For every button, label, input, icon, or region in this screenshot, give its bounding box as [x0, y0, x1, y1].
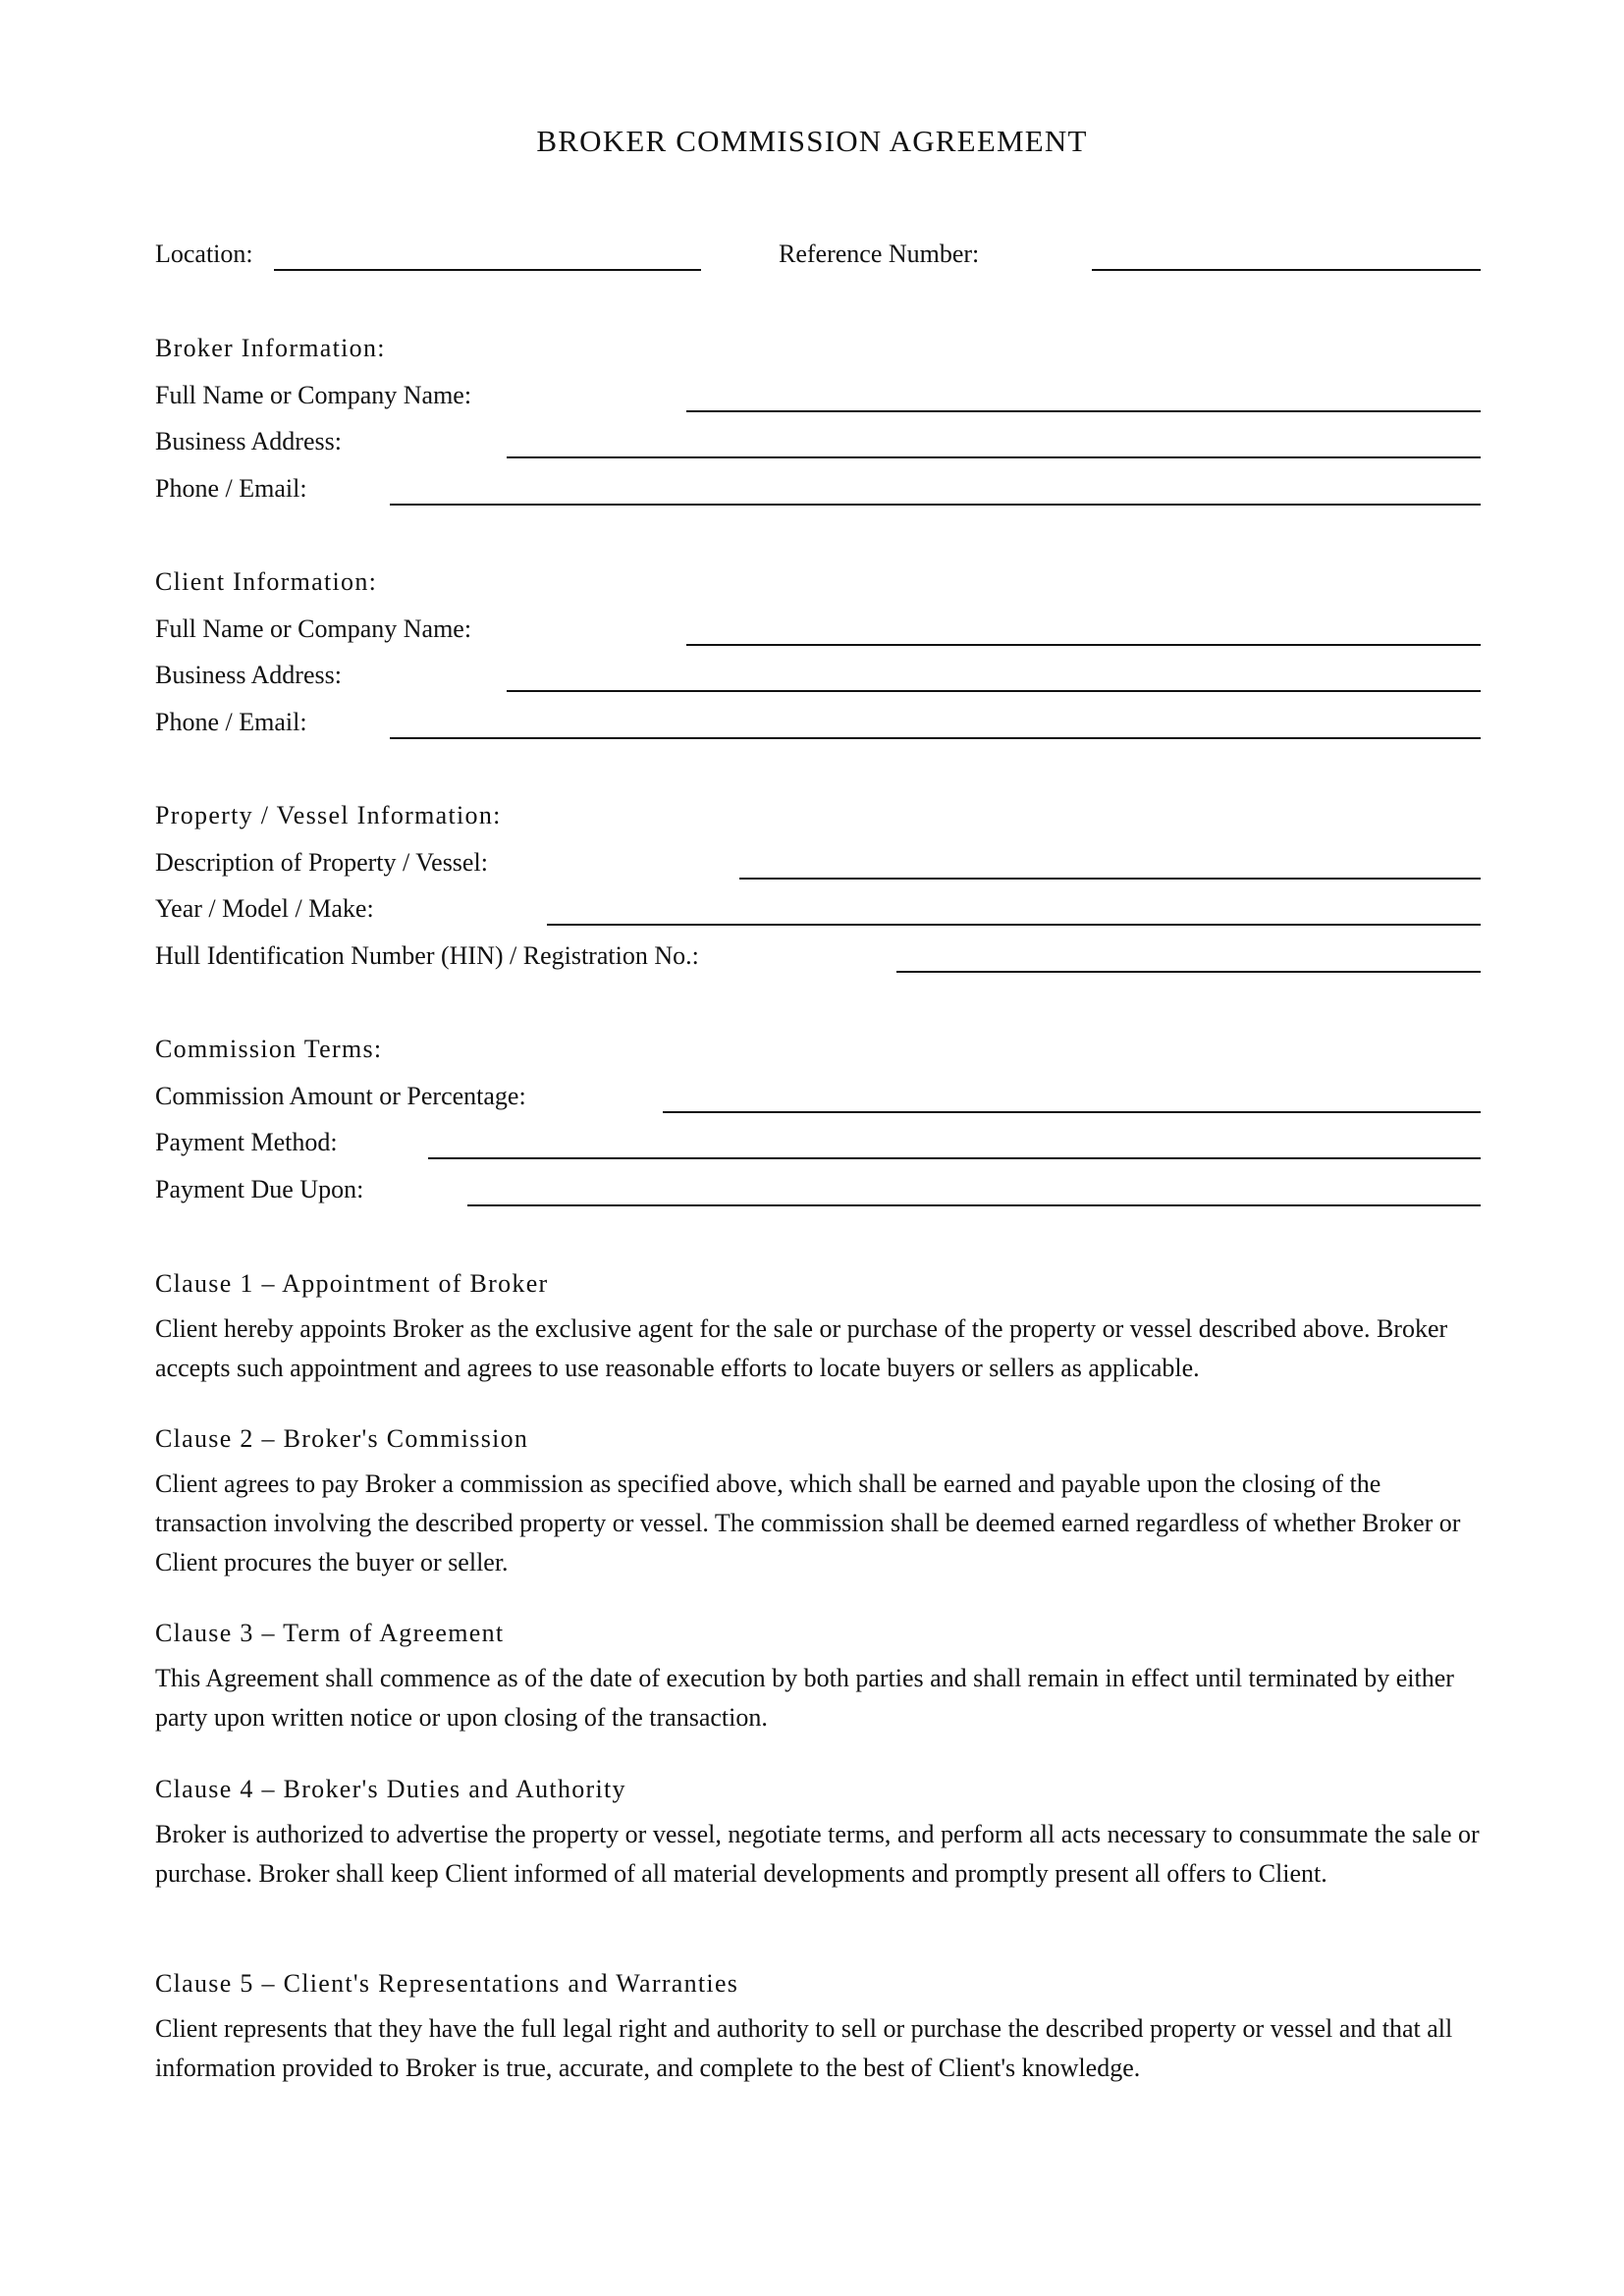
broker-contact-field[interactable]	[390, 504, 1481, 506]
location-label: Location:	[155, 240, 253, 268]
client-name-field[interactable]	[686, 644, 1481, 646]
hin-registration-label: Hull Identification Number (HIN) / Registration No.:	[155, 941, 699, 970]
broker-address-field[interactable]	[507, 456, 1481, 458]
broker-name-field[interactable]	[686, 410, 1481, 412]
reference-number-field[interactable]	[1092, 269, 1481, 271]
clause-1-text: Client hereby appoints Broker as the exclusive agent for the sale or purchase of the property or vessel described above. Broker accepts such appointment and agrees to use reasonable efforts to locate buyers or sellers as applicable.	[155, 1314, 1448, 1382]
clause-3-text: This Agreement shall commence as of the date of execution by both parties and shall remain in effect until terminated by either party upon written notice or upon closing of the transaction.	[155, 1664, 1454, 1732]
commission-terms-heading: Commission Terms:	[155, 1035, 383, 1063]
payment-method-field[interactable]	[428, 1157, 1481, 1159]
payment-method-label: Payment Method:	[155, 1128, 338, 1156]
hin-registration-field[interactable]	[896, 971, 1481, 973]
clause-5-text: Client represents that they have the full legal right and authority to sell or purchase the described property or vessel and that all information provided to Broker is true, accurate, and complete to the best of Client's knowledge.	[155, 2014, 1453, 2082]
client-contact-field[interactable]	[390, 737, 1481, 739]
commission-amount-label: Commission Amount or Percentage:	[155, 1082, 526, 1110]
payment-due-field[interactable]	[467, 1204, 1481, 1206]
payment-due-label: Payment Due Upon:	[155, 1175, 364, 1203]
broker-info-heading: Broker Information:	[155, 334, 386, 362]
broker-name-label: Full Name or Company Name:	[155, 381, 472, 409]
property-description-label: Description of Property / Vessel:	[155, 848, 488, 877]
client-info-heading: Client Information:	[155, 567, 378, 596]
year-model-make-field[interactable]	[547, 924, 1481, 926]
clause-1-title: Clause 1 – Appointment of Broker	[155, 1269, 549, 1298]
property-info-heading: Property / Vessel Information:	[155, 801, 502, 829]
broker-contact-label: Phone / Email:	[155, 474, 307, 503]
broker-address-label: Business Address:	[155, 427, 342, 455]
clause-4-title: Clause 4 – Broker's Duties and Authority	[155, 1775, 626, 1803]
document-title: BROKER COMMISSION AGREEMENT	[536, 124, 1088, 158]
commission-amount-field[interactable]	[663, 1111, 1481, 1113]
reference-number-label: Reference Number:	[779, 240, 980, 268]
clause-5-title: Clause 5 – Client's Representations and Warranties	[155, 1969, 739, 1998]
property-description-field[interactable]	[739, 878, 1481, 880]
client-address-field[interactable]	[507, 690, 1481, 692]
clause-4-text: Broker is authorized to advertise the property or vessel, negotiate terms, and perform all acts necessary to consummate the sale or purchase. Broker shall keep Client informed of all material developments and promptly present all offers to Client.	[155, 1820, 1480, 1888]
client-contact-label: Phone / Email:	[155, 708, 307, 736]
location-field[interactable]	[274, 269, 701, 271]
clause-2-title: Clause 2 – Broker's Commission	[155, 1424, 529, 1453]
year-model-make-label: Year / Model / Make:	[155, 894, 374, 923]
clause-2-text: Client agrees to pay Broker a commission as specified above, which shall be earned and payable upon the closing of the transaction involving the described property or vessel. The commission shall be deemed earned regardless of whether Broker or Client procures the buyer or seller.	[155, 1469, 1461, 1576]
client-address-label: Business Address:	[155, 661, 342, 689]
clause-3-title: Clause 3 – Term of Agreement	[155, 1619, 505, 1647]
client-name-label: Full Name or Company Name:	[155, 614, 472, 643]
